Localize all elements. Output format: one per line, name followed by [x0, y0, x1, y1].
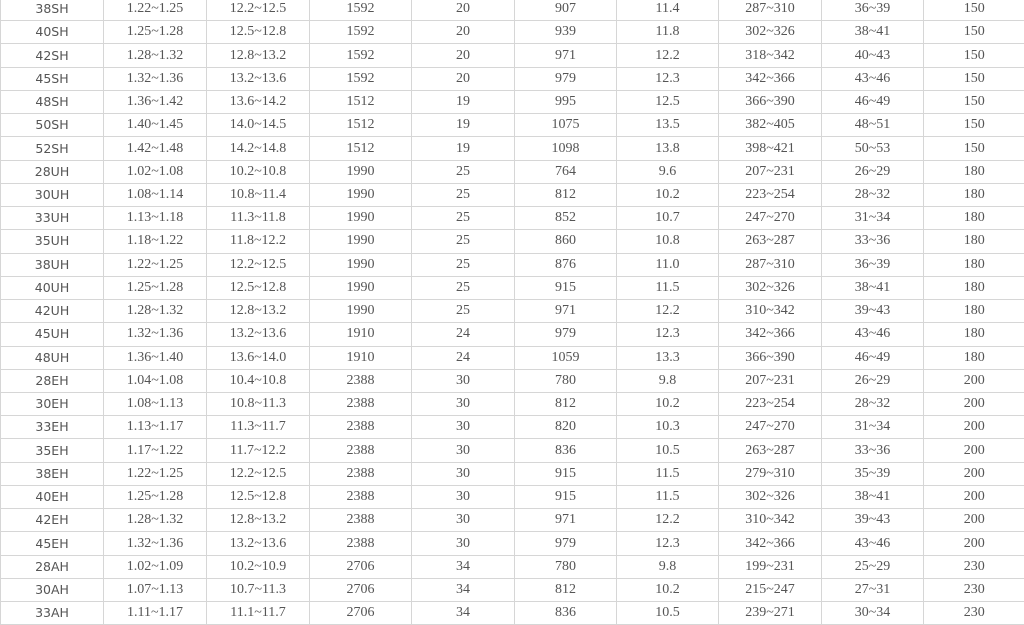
hcj-ka-cell: 764	[515, 160, 617, 183]
bhmax-mgoe-cell: 43~46	[822, 67, 924, 90]
bhmax-mgoe-cell: 28~32	[822, 392, 924, 415]
br-kgs-cell: 12.5~12.8	[207, 21, 310, 44]
table-row	[1, 509, 1024, 532]
br-kgs-cell: 13.2~13.6	[207, 67, 310, 90]
br-kgs-cell: 10.8~11.3	[207, 392, 310, 415]
hcb-ka-cell: 1990	[310, 300, 412, 323]
bhmax-mgoe-cell: 46~49	[822, 346, 924, 369]
br-tesla-cell: 1.40~1.45	[104, 114, 207, 137]
br-tesla-cell: 1.32~1.36	[104, 67, 207, 90]
bhmax-mgoe-cell: 43~46	[822, 532, 924, 555]
hcj-ka-cell: 780	[515, 555, 617, 578]
grade-cell: 35EH	[1, 439, 104, 462]
hcb-koe-cell: 30	[412, 416, 515, 439]
hcj-koe-cell: 11.5	[617, 276, 719, 299]
table-row	[1, 137, 1024, 160]
hcj-ka-cell: 876	[515, 253, 617, 276]
bhmax-mgoe-cell: 35~39	[822, 462, 924, 485]
bhmax-kj-cell: 302~326	[719, 21, 822, 44]
hcb-ka-cell: 1592	[310, 44, 412, 67]
grade-cell: 50SH	[1, 114, 104, 137]
grade-cell: 35UH	[1, 230, 104, 253]
br-kgs-cell: 13.2~13.6	[207, 532, 310, 555]
bhmax-mgoe-cell: 38~41	[822, 276, 924, 299]
hcj-koe-cell: 10.2	[617, 578, 719, 601]
br-tesla-cell: 1.25~1.28	[104, 276, 207, 299]
br-tesla-cell: 1.02~1.08	[104, 160, 207, 183]
hcb-ka-cell: 1592	[310, 21, 412, 44]
hcj-ka-cell: 915	[515, 462, 617, 485]
hcj-koe-cell: 13.5	[617, 114, 719, 137]
bhmax-mgoe-cell: 28~32	[822, 183, 924, 206]
table-row	[1, 67, 1024, 90]
grade-cell: 28UH	[1, 160, 104, 183]
hcj-ka-cell: 915	[515, 485, 617, 508]
bhmax-kj-cell: 247~270	[719, 416, 822, 439]
hcj-koe-cell: 10.7	[617, 207, 719, 230]
hcb-koe-cell: 30	[412, 532, 515, 555]
br-tesla-cell: 1.13~1.17	[104, 416, 207, 439]
br-tesla-cell: 1.36~1.42	[104, 90, 207, 113]
hcb-ka-cell: 1512	[310, 90, 412, 113]
hcb-ka-cell: 1592	[310, 0, 412, 21]
hcb-ka-cell: 2388	[310, 485, 412, 508]
bhmax-kj-cell: 247~270	[719, 207, 822, 230]
hcj-koe-cell: 10.8	[617, 230, 719, 253]
grade-cell: 40EH	[1, 485, 104, 508]
grade-cell: 42UH	[1, 300, 104, 323]
bhmax-mgoe-cell: 48~51	[822, 114, 924, 137]
bhmax-mgoe-cell: 33~36	[822, 439, 924, 462]
table-row	[1, 439, 1024, 462]
grade-cell: 42EH	[1, 509, 104, 532]
hcb-ka-cell: 1990	[310, 276, 412, 299]
max-temp-cell: 180	[924, 276, 1024, 299]
br-tesla-cell: 1.08~1.13	[104, 392, 207, 415]
hcj-ka-cell: 1098	[515, 137, 617, 160]
table-row	[1, 230, 1024, 253]
hcb-koe-cell: 25	[412, 276, 515, 299]
hcj-koe-cell: 9.8	[617, 369, 719, 392]
hcj-ka-cell: 979	[515, 532, 617, 555]
bhmax-kj-cell: 239~271	[719, 602, 822, 625]
bhmax-mgoe-cell: 39~43	[822, 509, 924, 532]
hcb-koe-cell: 30	[412, 439, 515, 462]
max-temp-cell: 180	[924, 253, 1024, 276]
hcb-koe-cell: 30	[412, 369, 515, 392]
max-temp-cell: 180	[924, 300, 1024, 323]
max-temp-cell: 180	[924, 230, 1024, 253]
hcj-koe-cell: 11.5	[617, 462, 719, 485]
hcj-ka-cell: 971	[515, 509, 617, 532]
hcb-koe-cell: 25	[412, 230, 515, 253]
grade-cell: 38EH	[1, 462, 104, 485]
max-temp-cell: 230	[924, 555, 1024, 578]
bhmax-kj-cell: 207~231	[719, 160, 822, 183]
br-kgs-cell: 12.8~13.2	[207, 44, 310, 67]
table-row	[1, 416, 1024, 439]
br-tesla-cell: 1.04~1.08	[104, 369, 207, 392]
br-kgs-cell: 12.2~12.5	[207, 253, 310, 276]
hcj-ka-cell: 836	[515, 602, 617, 625]
grade-cell: 45SH	[1, 67, 104, 90]
hcb-koe-cell: 19	[412, 114, 515, 137]
hcb-ka-cell: 1512	[310, 137, 412, 160]
bhmax-mgoe-cell: 27~31	[822, 578, 924, 601]
br-tesla-cell: 1.32~1.36	[104, 323, 207, 346]
hcj-ka-cell: 971	[515, 44, 617, 67]
hcj-koe-cell: 10.5	[617, 602, 719, 625]
bhmax-mgoe-cell: 43~46	[822, 323, 924, 346]
hcj-koe-cell: 11.8	[617, 21, 719, 44]
br-kgs-cell: 13.2~13.6	[207, 323, 310, 346]
br-kgs-cell: 10.2~10.8	[207, 160, 310, 183]
hcj-koe-cell: 12.2	[617, 509, 719, 532]
grade-cell: 40SH	[1, 21, 104, 44]
hcb-koe-cell: 34	[412, 555, 515, 578]
bhmax-kj-cell: 310~342	[719, 509, 822, 532]
br-kgs-cell: 10.2~10.9	[207, 555, 310, 578]
hcb-ka-cell: 1910	[310, 323, 412, 346]
bhmax-kj-cell: 263~287	[719, 439, 822, 462]
grade-cell: 28AH	[1, 555, 104, 578]
bhmax-kj-cell: 279~310	[719, 462, 822, 485]
hcj-ka-cell: 907	[515, 0, 617, 21]
hcj-ka-cell: 971	[515, 300, 617, 323]
table-row	[1, 462, 1024, 485]
bhmax-mgoe-cell: 46~49	[822, 90, 924, 113]
hcj-koe-cell: 12.5	[617, 90, 719, 113]
max-temp-cell: 200	[924, 509, 1024, 532]
grade-cell: 30AH	[1, 578, 104, 601]
grade-cell: 45UH	[1, 323, 104, 346]
max-temp-cell: 200	[924, 392, 1024, 415]
bhmax-mgoe-cell: 33~36	[822, 230, 924, 253]
hcb-ka-cell: 2388	[310, 416, 412, 439]
hcj-koe-cell: 10.3	[617, 416, 719, 439]
hcb-koe-cell: 30	[412, 392, 515, 415]
max-temp-cell: 180	[924, 160, 1024, 183]
hcb-koe-cell: 25	[412, 300, 515, 323]
bhmax-kj-cell: 366~390	[719, 90, 822, 113]
hcj-koe-cell: 12.2	[617, 44, 719, 67]
table-row	[1, 300, 1024, 323]
max-temp-cell: 200	[924, 462, 1024, 485]
hcb-koe-cell: 25	[412, 160, 515, 183]
max-temp-cell: 230	[924, 578, 1024, 601]
table-row	[1, 21, 1024, 44]
br-tesla-cell: 1.36~1.40	[104, 346, 207, 369]
grade-cell: 42SH	[1, 44, 104, 67]
hcb-ka-cell: 1990	[310, 207, 412, 230]
hcj-koe-cell: 12.3	[617, 323, 719, 346]
hcb-koe-cell: 34	[412, 602, 515, 625]
bhmax-mgoe-cell: 38~41	[822, 21, 924, 44]
bhmax-kj-cell: 207~231	[719, 369, 822, 392]
br-kgs-cell: 12.5~12.8	[207, 485, 310, 508]
max-temp-cell: 200	[924, 369, 1024, 392]
hcj-ka-cell: 1059	[515, 346, 617, 369]
grade-cell: 48SH	[1, 90, 104, 113]
br-tesla-cell: 1.28~1.32	[104, 300, 207, 323]
bhmax-mgoe-cell: 26~29	[822, 369, 924, 392]
max-temp-cell: 180	[924, 183, 1024, 206]
bhmax-kj-cell: 398~421	[719, 137, 822, 160]
br-tesla-cell: 1.17~1.22	[104, 439, 207, 462]
bhmax-mgoe-cell: 40~43	[822, 44, 924, 67]
hcj-koe-cell: 10.2	[617, 392, 719, 415]
bhmax-kj-cell: 366~390	[719, 346, 822, 369]
hcb-ka-cell: 2388	[310, 369, 412, 392]
br-kgs-cell: 12.2~12.5	[207, 0, 310, 21]
hcb-koe-cell: 20	[412, 44, 515, 67]
hcb-koe-cell: 24	[412, 323, 515, 346]
hcb-ka-cell: 1910	[310, 346, 412, 369]
br-tesla-cell: 1.13~1.18	[104, 207, 207, 230]
br-kgs-cell: 12.5~12.8	[207, 276, 310, 299]
table-row	[1, 207, 1024, 230]
table-row	[1, 346, 1024, 369]
max-temp-cell: 200	[924, 485, 1024, 508]
hcb-ka-cell: 1990	[310, 253, 412, 276]
hcb-koe-cell: 25	[412, 183, 515, 206]
hcb-ka-cell: 2706	[310, 602, 412, 625]
hcj-ka-cell: 812	[515, 578, 617, 601]
br-tesla-cell: 1.28~1.32	[104, 509, 207, 532]
br-tesla-cell: 1.11~1.17	[104, 602, 207, 625]
hcj-ka-cell: 979	[515, 67, 617, 90]
br-kgs-cell: 10.8~11.4	[207, 183, 310, 206]
bhmax-kj-cell: 302~326	[719, 485, 822, 508]
table-row	[1, 276, 1024, 299]
table-row	[1, 392, 1024, 415]
br-tesla-cell: 1.28~1.32	[104, 44, 207, 67]
br-kgs-cell: 11.7~12.2	[207, 439, 310, 462]
hcb-ka-cell: 2388	[310, 532, 412, 555]
max-temp-cell: 150	[924, 44, 1024, 67]
hcj-ka-cell: 915	[515, 276, 617, 299]
hcb-koe-cell: 20	[412, 21, 515, 44]
hcj-ka-cell: 860	[515, 230, 617, 253]
bhmax-kj-cell: 342~366	[719, 532, 822, 555]
br-tesla-cell: 1.22~1.25	[104, 253, 207, 276]
hcj-ka-cell: 836	[515, 439, 617, 462]
grade-cell: 38UH	[1, 253, 104, 276]
hcj-koe-cell: 11.4	[617, 0, 719, 21]
table-row	[1, 578, 1024, 601]
br-tesla-cell: 1.22~1.25	[104, 0, 207, 21]
max-temp-cell: 150	[924, 137, 1024, 160]
hcj-ka-cell: 979	[515, 323, 617, 346]
table-row	[1, 323, 1024, 346]
hcb-ka-cell: 1990	[310, 160, 412, 183]
bhmax-mgoe-cell: 36~39	[822, 253, 924, 276]
hcb-ka-cell: 2388	[310, 462, 412, 485]
bhmax-kj-cell: 223~254	[719, 392, 822, 415]
bhmax-mgoe-cell: 30~34	[822, 602, 924, 625]
hcb-koe-cell: 30	[412, 485, 515, 508]
hcb-ka-cell: 1592	[310, 67, 412, 90]
grade-cell: 33EH	[1, 416, 104, 439]
table-row	[1, 0, 1024, 21]
grade-cell: 45EH	[1, 532, 104, 555]
hcb-ka-cell: 1512	[310, 114, 412, 137]
hcj-koe-cell: 12.2	[617, 300, 719, 323]
table-row	[1, 555, 1024, 578]
hcb-koe-cell: 30	[412, 462, 515, 485]
bhmax-kj-cell: 342~366	[719, 323, 822, 346]
hcj-ka-cell: 812	[515, 183, 617, 206]
hcb-koe-cell: 25	[412, 253, 515, 276]
hcb-ka-cell: 2388	[310, 439, 412, 462]
grade-cell: 30EH	[1, 392, 104, 415]
table-row	[1, 183, 1024, 206]
hcb-koe-cell: 19	[412, 137, 515, 160]
bhmax-kj-cell: 382~405	[719, 114, 822, 137]
br-tesla-cell: 1.42~1.48	[104, 137, 207, 160]
br-kgs-cell: 12.8~13.2	[207, 509, 310, 532]
max-temp-cell: 200	[924, 416, 1024, 439]
bhmax-kj-cell: 302~326	[719, 276, 822, 299]
br-kgs-cell: 11.3~11.8	[207, 207, 310, 230]
grade-cell: 40UH	[1, 276, 104, 299]
hcj-koe-cell: 12.3	[617, 67, 719, 90]
hcb-koe-cell: 24	[412, 346, 515, 369]
hcb-koe-cell: 20	[412, 67, 515, 90]
hcj-ka-cell: 939	[515, 21, 617, 44]
hcj-ka-cell: 852	[515, 207, 617, 230]
hcb-ka-cell: 2706	[310, 555, 412, 578]
br-kgs-cell: 11.1~11.7	[207, 602, 310, 625]
table-body	[1, 0, 1024, 625]
hcj-koe-cell: 9.8	[617, 555, 719, 578]
bhmax-mgoe-cell: 31~34	[822, 207, 924, 230]
br-tesla-cell: 1.25~1.28	[104, 485, 207, 508]
hcj-koe-cell: 12.3	[617, 532, 719, 555]
br-tesla-cell: 1.32~1.36	[104, 532, 207, 555]
br-tesla-cell: 1.22~1.25	[104, 462, 207, 485]
br-tesla-cell: 1.07~1.13	[104, 578, 207, 601]
bhmax-mgoe-cell: 38~41	[822, 485, 924, 508]
br-kgs-cell: 13.6~14.2	[207, 90, 310, 113]
hcb-ka-cell: 2388	[310, 509, 412, 532]
grade-cell: 30UH	[1, 183, 104, 206]
bhmax-mgoe-cell: 25~29	[822, 555, 924, 578]
br-kgs-cell: 11.3~11.7	[207, 416, 310, 439]
br-kgs-cell: 11.8~12.2	[207, 230, 310, 253]
hcj-ka-cell: 812	[515, 392, 617, 415]
hcb-koe-cell: 19	[412, 90, 515, 113]
table-row	[1, 114, 1024, 137]
grade-cell: 48UH	[1, 346, 104, 369]
br-kgs-cell: 14.2~14.8	[207, 137, 310, 160]
table-row	[1, 253, 1024, 276]
bhmax-kj-cell: 310~342	[719, 300, 822, 323]
table-row	[1, 160, 1024, 183]
hcj-ka-cell: 820	[515, 416, 617, 439]
hcj-ka-cell: 780	[515, 369, 617, 392]
bhmax-kj-cell: 342~366	[719, 67, 822, 90]
grade-cell: 33AH	[1, 602, 104, 625]
max-temp-cell: 180	[924, 323, 1024, 346]
max-temp-cell: 180	[924, 346, 1024, 369]
br-tesla-cell: 1.08~1.14	[104, 183, 207, 206]
max-temp-cell: 150	[924, 90, 1024, 113]
br-kgs-cell: 14.0~14.5	[207, 114, 310, 137]
hcb-ka-cell: 2706	[310, 578, 412, 601]
hcb-koe-cell: 20	[412, 0, 515, 21]
hcj-koe-cell: 9.6	[617, 160, 719, 183]
table-row	[1, 369, 1024, 392]
table-row	[1, 90, 1024, 113]
grade-cell: 28EH	[1, 369, 104, 392]
br-tesla-cell: 1.02~1.09	[104, 555, 207, 578]
bhmax-mgoe-cell: 36~39	[822, 0, 924, 21]
hcb-koe-cell: 25	[412, 207, 515, 230]
br-tesla-cell: 1.18~1.22	[104, 230, 207, 253]
hcj-koe-cell: 13.8	[617, 137, 719, 160]
bhmax-kj-cell: 263~287	[719, 230, 822, 253]
hcb-ka-cell: 1990	[310, 230, 412, 253]
table-row	[1, 485, 1024, 508]
bhmax-kj-cell: 318~342	[719, 44, 822, 67]
hcb-ka-cell: 1990	[310, 183, 412, 206]
hcj-koe-cell: 10.5	[617, 439, 719, 462]
br-kgs-cell: 13.6~14.0	[207, 346, 310, 369]
hcj-koe-cell: 13.3	[617, 346, 719, 369]
bhmax-kj-cell: 287~310	[719, 0, 822, 21]
max-temp-cell: 150	[924, 114, 1024, 137]
grade-cell: 38SH	[1, 0, 104, 21]
bhmax-kj-cell: 199~231	[719, 555, 822, 578]
grade-cell: 52SH	[1, 137, 104, 160]
max-temp-cell: 150	[924, 0, 1024, 21]
hcj-ka-cell: 1075	[515, 114, 617, 137]
br-kgs-cell: 10.4~10.8	[207, 369, 310, 392]
bhmax-mgoe-cell: 39~43	[822, 300, 924, 323]
hcj-koe-cell: 11.5	[617, 485, 719, 508]
table-row	[1, 532, 1024, 555]
max-temp-cell: 180	[924, 207, 1024, 230]
br-kgs-cell: 12.8~13.2	[207, 300, 310, 323]
bhmax-kj-cell: 287~310	[719, 253, 822, 276]
hcj-koe-cell: 11.0	[617, 253, 719, 276]
grade-cell: 33UH	[1, 207, 104, 230]
br-kgs-cell: 10.7~11.3	[207, 578, 310, 601]
hcb-koe-cell: 30	[412, 509, 515, 532]
table-row	[1, 602, 1024, 625]
bhmax-kj-cell: 223~254	[719, 183, 822, 206]
bhmax-mgoe-cell: 50~53	[822, 137, 924, 160]
br-kgs-cell: 12.2~12.5	[207, 462, 310, 485]
bhmax-mgoe-cell: 26~29	[822, 160, 924, 183]
max-temp-cell: 200	[924, 532, 1024, 555]
hcj-koe-cell: 10.2	[617, 183, 719, 206]
hcb-koe-cell: 34	[412, 578, 515, 601]
hcb-ka-cell: 2388	[310, 392, 412, 415]
max-temp-cell: 150	[924, 67, 1024, 90]
max-temp-cell: 150	[924, 21, 1024, 44]
bhmax-mgoe-cell: 31~34	[822, 416, 924, 439]
bhmax-kj-cell: 215~247	[719, 578, 822, 601]
br-tesla-cell: 1.25~1.28	[104, 21, 207, 44]
max-temp-cell: 230	[924, 602, 1024, 625]
max-temp-cell: 200	[924, 439, 1024, 462]
hcj-ka-cell: 995	[515, 90, 617, 113]
table-row	[1, 44, 1024, 67]
